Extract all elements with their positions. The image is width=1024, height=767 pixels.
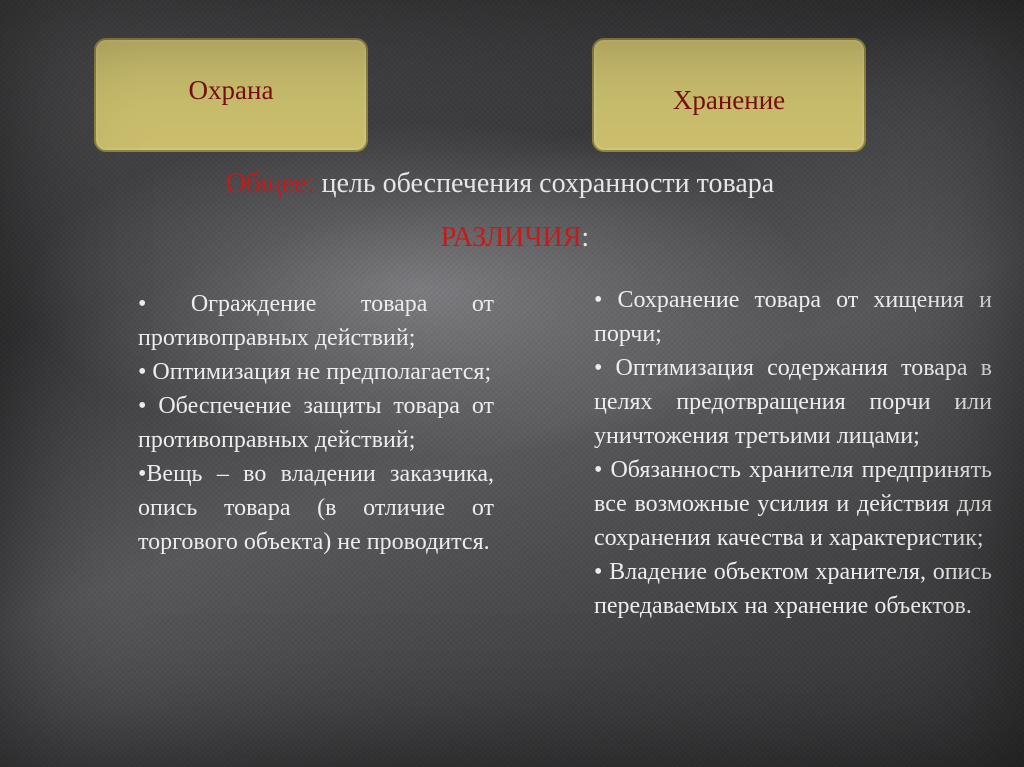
- differences-title: РАЗЛИЧИЯ: [440, 222, 582, 253]
- list-item: • Оптимизация содержания товара в целях предотвращения порчи или уничтожения третьими лицами;: [594, 355, 992, 449]
- list-item: • Обеспечение защиты товара от противоправных действий;: [138, 393, 494, 453]
- list-item: • Владение объектом хранителя, опись передаваемых на хранение объектов.: [594, 559, 992, 619]
- box-khranenie: [592, 38, 866, 152]
- list-item: • Оптимизация не предполагается;: [138, 359, 492, 385]
- okhrana-differences-list: [138, 287, 494, 559]
- common-text: цель обеспечения сохранности товара: [314, 168, 775, 199]
- common-label: Общее:: [225, 168, 315, 199]
- box-khranenie-label: Хранение: [672, 84, 786, 115]
- list-item: •Вещь – во владении заказчика, опись товара (в отличие от торгового объекта) не проводится.: [138, 461, 494, 555]
- khranenie-differences-list: [594, 283, 992, 623]
- common-goal-line: [0, 168, 1000, 200]
- differences-colon: :: [581, 222, 590, 253]
- list-item: • Сохранение товара от хищения и порчи;: [594, 287, 992, 347]
- box-okhrana-label: Охрана: [188, 74, 274, 105]
- list-item: • Ограждение товара от противоправных действий;: [138, 291, 494, 351]
- box-okhrana: [94, 38, 368, 152]
- differences-heading: [0, 222, 1024, 254]
- list-item: • Обязанность хранителя предпринять все возможные усилия и действия для сохранения качества и характеристик;: [594, 457, 992, 551]
